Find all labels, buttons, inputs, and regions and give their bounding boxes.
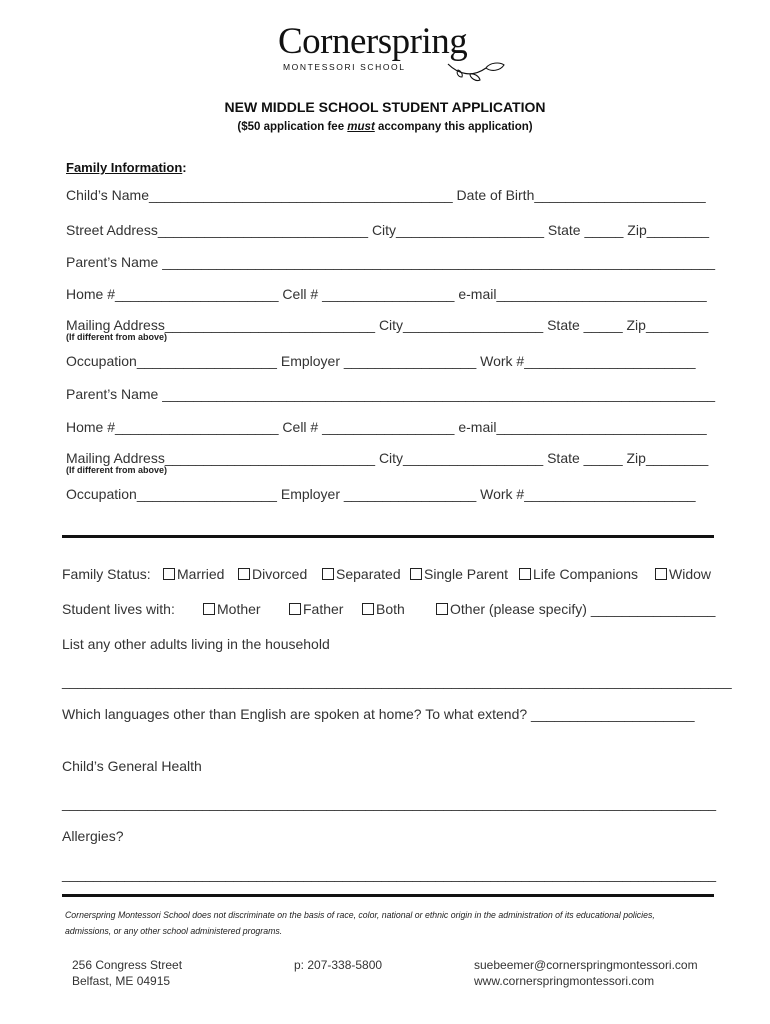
status-divorced-label: Divorced bbox=[252, 566, 308, 582]
parent2-mailing-row[interactable]: Mailing Address___________________________ City__________________ State _____ Zip________ bbox=[66, 450, 709, 466]
parent1-mailing-note: (If different from above) bbox=[66, 332, 168, 342]
status-life-companions-label: Life Companions bbox=[533, 566, 639, 582]
general-health-question: Child’s General Health bbox=[62, 758, 202, 774]
subtitle-post: accompany this application) bbox=[374, 121, 533, 133]
lives-both-label: Both bbox=[376, 601, 405, 617]
allergies-answer-line[interactable]: ____________________________________________________________________________________ bbox=[62, 866, 717, 882]
parent2-name-row[interactable]: Parent’s Name _______________________________________________________________________ bbox=[66, 386, 716, 402]
general-health-answer-line[interactable]: ____________________________________________________________________________________ bbox=[62, 795, 717, 811]
form-title: NEW MIDDLE SCHOOL STUDENT APPLICATION bbox=[224, 99, 546, 115]
lives-mother-label: Mother bbox=[217, 601, 261, 617]
checkbox-married[interactable] bbox=[163, 568, 175, 580]
parent2-mailing-note: (If different from above) bbox=[66, 465, 168, 475]
child-name-row[interactable]: Child’s Name_______________________________________ Date of Birth______________________ bbox=[66, 187, 706, 203]
parent2-contact-row[interactable]: Home #_____________________ Cell # _________________ e-mail___________________________ bbox=[66, 419, 707, 435]
parent1-occupation-row[interactable]: Occupation__________________ Employer _________________ Work #______________________ bbox=[66, 353, 696, 369]
lives-other-option[interactable] bbox=[436, 601, 715, 617]
lives-other-label: Other (please specify) ________________ bbox=[450, 601, 716, 617]
status-married-label: Married bbox=[177, 566, 225, 582]
school-contact bbox=[474, 957, 698, 989]
contact-email[interactable]: suebeemer@cornerspringmontessori.com bbox=[474, 958, 698, 972]
other-adults-answer-line[interactable]: ______________________________________________________________________________________ bbox=[62, 673, 732, 689]
checkbox-widow[interactable] bbox=[655, 568, 667, 580]
family-heading-colon: : bbox=[182, 160, 187, 175]
lives-father-option[interactable] bbox=[289, 601, 343, 617]
languages-question[interactable]: Which languages other than English are spoken at home? To what extend? _____________________ bbox=[62, 706, 695, 722]
parent1-name-row[interactable]: Parent’s Name _______________________________________________________________________ bbox=[66, 254, 716, 270]
status-separated-label: Separated bbox=[336, 566, 401, 582]
street-address-row[interactable]: Street Address___________________________ City___________________ State _____ Zip________ bbox=[66, 222, 710, 238]
status-widow-label: Widow bbox=[669, 566, 712, 582]
footer-divider bbox=[62, 894, 714, 897]
parent2-occupation-row[interactable]: Occupation__________________ Employer _________________ Work #______________________ bbox=[66, 486, 696, 502]
subtitle-emphasis: must bbox=[347, 121, 375, 133]
status-life-companions-option[interactable] bbox=[519, 566, 638, 582]
checkbox-father[interactable] bbox=[289, 603, 301, 615]
contact-website[interactable]: www.cornerspringmontessori.com bbox=[474, 974, 655, 988]
checkbox-separated[interactable] bbox=[322, 568, 334, 580]
school-address bbox=[72, 957, 182, 989]
parent1-contact-row[interactable]: Home #_____________________ Cell # _________________ e-mail___________________________ bbox=[66, 286, 707, 302]
address-city: Belfast, ME 04915 bbox=[72, 974, 171, 988]
status-single-parent-label: Single Parent bbox=[424, 566, 509, 582]
status-divorced-option[interactable] bbox=[238, 566, 307, 582]
status-widow-option[interactable] bbox=[655, 566, 711, 582]
checkbox-single-parent[interactable] bbox=[410, 568, 422, 580]
family-status-label: Family Status: bbox=[62, 566, 151, 582]
nondiscrimination-notice: Cornerspring Montessori School does not discriminate on the basis of race, color, national or ethnic origin in the administration of its educational policies, admissions, or any other school administered programs. bbox=[65, 910, 655, 937]
allergies-question: Allergies? bbox=[62, 828, 124, 844]
parent1-mailing-row[interactable]: Mailing Address___________________________ City__________________ State _____ Zip________ bbox=[66, 317, 709, 333]
other-adults-question: List any other adults living in the household bbox=[62, 636, 330, 652]
logo-subtitle: MONTESSORI SCHOOL bbox=[283, 62, 406, 72]
lives-mother-option[interactable] bbox=[203, 601, 261, 617]
lives-both-option[interactable] bbox=[362, 601, 405, 617]
checkbox-other[interactable] bbox=[436, 603, 448, 615]
subtitle-pre: ($50 application fee bbox=[237, 121, 348, 133]
address-street: 256 Congress Street bbox=[72, 958, 183, 972]
school-phone: p: 207-338-5800 bbox=[294, 958, 383, 972]
checkbox-divorced[interactable] bbox=[238, 568, 250, 580]
lives-with-label: Student lives with: bbox=[62, 601, 175, 617]
leaf-vine-icon bbox=[446, 60, 506, 82]
status-single-parent-option[interactable] bbox=[410, 566, 508, 582]
status-married-option[interactable] bbox=[163, 566, 224, 582]
section-divider bbox=[62, 535, 714, 538]
lives-father-label: Father bbox=[303, 601, 344, 617]
form-subtitle bbox=[0, 121, 770, 133]
status-separated-option[interactable] bbox=[322, 566, 401, 582]
family-information-heading bbox=[66, 160, 187, 175]
checkbox-life-companions[interactable] bbox=[519, 568, 531, 580]
checkbox-mother[interactable] bbox=[203, 603, 215, 615]
school-logo bbox=[278, 21, 518, 84]
checkbox-both[interactable] bbox=[362, 603, 374, 615]
family-heading-text: Family Information bbox=[66, 160, 183, 175]
logo-wordmark: Cornerspring bbox=[278, 21, 468, 62]
